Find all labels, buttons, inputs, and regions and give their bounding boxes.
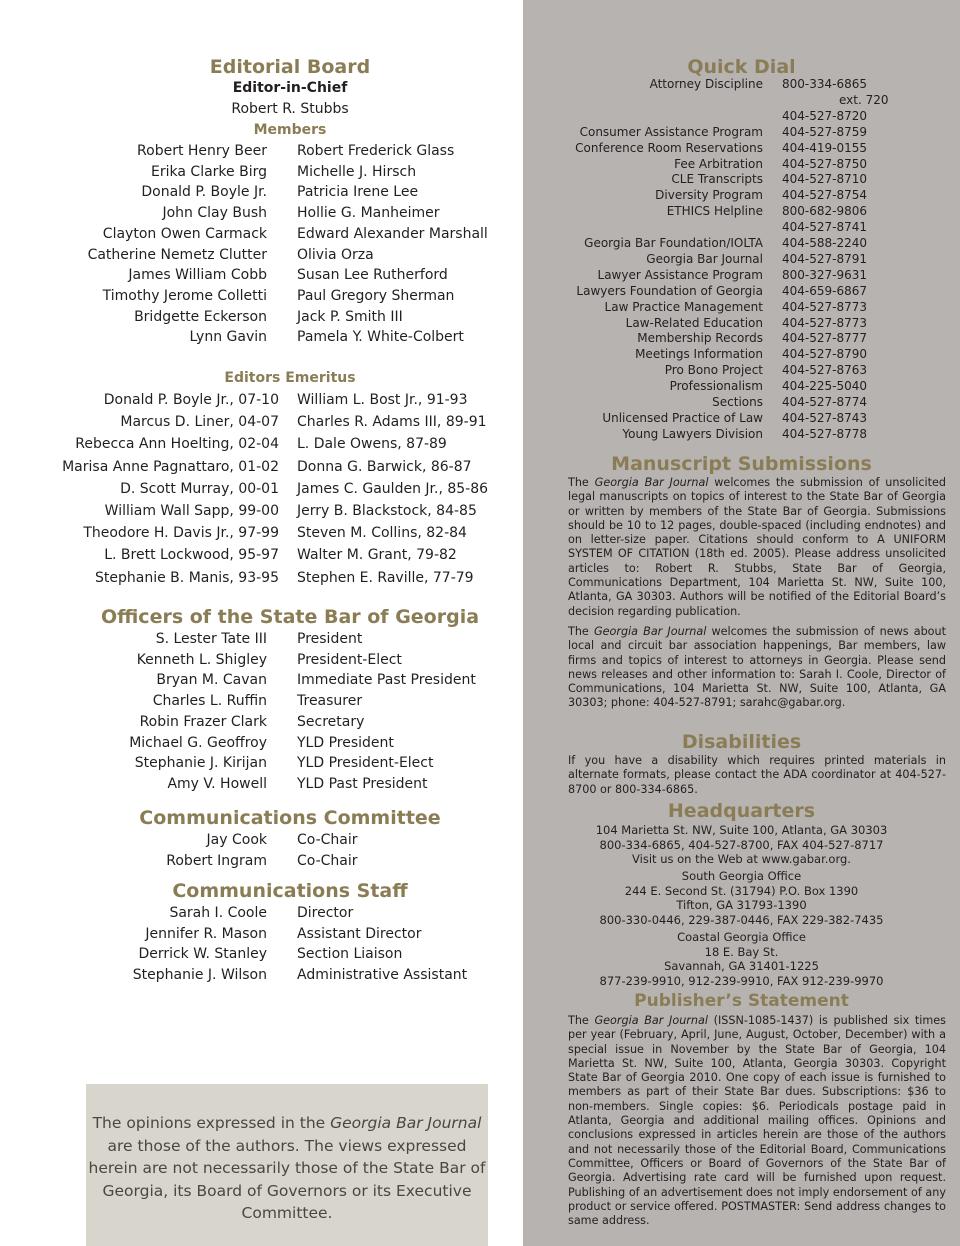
address-line: Coastal Georgia Office <box>677 930 806 944</box>
editor-emeritus: Steven M. Collins, 82-84 <box>297 525 467 542</box>
quick-dial-row <box>523 77 960 93</box>
quick-dial-phone: 404-527-8777 <box>782 331 868 346</box>
member-name: Bridgette Eckerson <box>134 308 267 325</box>
member-name: Paul Gregory Sherman <box>297 287 455 304</box>
comm-committee-heading: Communications Committee <box>139 807 441 829</box>
editor-emeritus: Stephanie B. Manis, 93-95 <box>95 569 279 586</box>
quick-dial-name: Georgia Bar Journal <box>646 251 763 266</box>
member-name: Erika Clarke Birg <box>151 163 267 180</box>
disabilities-text: If you have a disability which requires printed materials in alternate formats, please contact the ADA coordinator at 404-527-8700 or 800-334-6865. <box>568 754 946 796</box>
quick-dial-row <box>523 157 960 173</box>
officer-title: Treasurer <box>297 693 363 710</box>
quick-dial-name: CLE Transcripts <box>671 172 763 187</box>
editor-emeritus: Donna G. Barwick, 86-87 <box>297 458 472 475</box>
quick-dial-name: Pro Bono Project <box>664 363 763 378</box>
quick-dial-row <box>523 427 960 443</box>
manuscript-heading: Manuscript Submissions <box>611 453 872 475</box>
member-name: Timothy Jerome Colletti <box>102 287 267 304</box>
officer-title: Immediate Past President <box>297 672 476 689</box>
coastal-georgia-office <box>523 930 960 988</box>
member-name: Michelle J. Hirsch <box>297 163 417 180</box>
address-line: 800-330-0446, 229-387-0446, FAX 229-382-7435 <box>599 912 884 927</box>
eic-name: Robert R. Stubbs <box>231 101 349 117</box>
editor-emeritus: William Wall Sapp, 99-00 <box>104 503 279 519</box>
disclaimer-text: The opinions expressed in the Georgia Bar Journal are those of the authors. The views expressed herein are not necessarily those of the State Bar of Georgia, its Board of Governors or its Executive Committee. <box>88 1114 486 1222</box>
member-name: Olivia Orza <box>297 246 374 263</box>
member-name: Jack P. Smith III <box>297 308 403 325</box>
officer-name: Robin Frazer Clark <box>139 713 267 730</box>
editor-emeritus: Stephen E. Raville, 77-79 <box>297 569 474 586</box>
address-line: 244 E. Second St. (31794) P.O. Box 1390 <box>624 883 859 898</box>
quick-dial-phone: ext. 720 <box>839 92 889 107</box>
quick-dial-row <box>523 316 960 332</box>
quick-dial-phone: 404-225-5040 <box>782 379 868 394</box>
officer-name: Kenneth L. Shigley <box>136 651 267 668</box>
headquarters-heading: Headquarters <box>667 800 816 822</box>
officers-heading: Officers of the State Bar of Georgia <box>100 606 480 628</box>
staff-title: Director <box>297 905 354 921</box>
publisher-statement: The Georgia Bar Journal (ISSN-1085-1437) is published six times per year (February, April, June, August, October, December) with a special issue in November by the State Bar of Georgia, 104 Marietta St. NW, Suite 100, Atlanta, Georgia 30303. Copyright State Bar of Georgia 2010. One copy of each issue is furnished to members as part of their State Bar dues. Subscriptions: $36 to non-members. Single copies: $6. Periodicals postage paid in Atlanta, Georgia and additional mailing offices. Opinions and conclusions expressed in articles herein are those of the authors and not necessarily those of the Editorial Board, Communications Committee, Officers or Board of Governors of the State Bar of Georgia. Advertising rate card will be furnished upon request. Publishing of an advertisement does not imply endorsement of any product or service offered. POSTMASTER: Send address changes to same address. <box>568 1014 946 1228</box>
eic-label: Editor-in-Chief <box>232 80 348 96</box>
quick-dial-phone: 404-527-8773 <box>782 299 868 314</box>
staff-title: Administrative Assistant <box>297 967 468 984</box>
officer-title: YLD President-Elect <box>297 755 434 772</box>
quick-dial-phone: 404-527-8763 <box>782 363 868 378</box>
member-name: Edward Alexander Marshall <box>297 225 488 242</box>
editor-emeritus: James C. Gaulden Jr., 85-86 <box>297 480 489 497</box>
address-line: South Georgia Office <box>681 869 802 883</box>
editor-emeritus: Charles R. Adams III, 89-91 <box>297 414 487 431</box>
quick-dial-phone: 404-527-8741 <box>782 220 868 235</box>
quick-dial-name: Georgia Bar Foundation/IOLTA <box>584 236 763 250</box>
quick-dial-phone: 800-327-9631 <box>782 267 868 282</box>
quick-dial-phone: 404-527-8720 <box>782 108 868 123</box>
officer-title: YLD President <box>297 734 394 751</box>
quick-dial-phone: 404-588-2240 <box>782 236 868 250</box>
staff-name: Jennifer R. Mason <box>145 925 267 942</box>
quick-dial-name: Law-Related Education <box>625 315 763 330</box>
member-name: Patricia Irene Lee <box>297 184 419 201</box>
headquarters-address <box>523 823 960 867</box>
quick-dial-heading: Quick Dial <box>687 56 796 78</box>
quick-dial-name: Consumer Assistance Program <box>579 124 763 139</box>
publisher-heading: Publisher’s Statement <box>634 991 849 1011</box>
committee-member-name: Robert Ingram <box>166 852 267 869</box>
editorial-board-heading: Editorial Board <box>209 56 371 78</box>
quick-dial-row <box>523 93 960 109</box>
editor-emeritus: Jerry B. Blackstock, 84-85 <box>297 503 477 519</box>
quick-dial-phone: 404-527-8759 <box>782 124 868 139</box>
officer-name: Amy V. Howell <box>167 775 267 792</box>
staff-title: Assistant Director <box>297 925 422 942</box>
quick-dial-row <box>523 172 960 188</box>
address-line: Tifton, GA 31793-1390 <box>676 898 807 912</box>
officer-name: S. Lester Tate III <box>155 631 267 647</box>
member-name: Robert Frederick Glass <box>297 143 455 159</box>
member-name: Lynn Gavin <box>189 329 267 346</box>
quick-dial-name: Meetings Information <box>635 347 763 362</box>
quick-dial-name: Fee Arbitration <box>674 156 763 171</box>
address-line: 104 Marietta St. NW, Suite 100, Atlanta, GA 30303 <box>595 823 888 837</box>
staff-name: Derrick W. Stanley <box>138 946 267 963</box>
quick-dial-name: Attorney Discipline <box>649 77 763 91</box>
quick-dial-phone: 404-659-6867 <box>782 283 868 298</box>
disabilities-heading: Disabilities <box>681 731 802 753</box>
quick-dial-row <box>523 395 960 411</box>
quick-dial-name: Lawyers Foundation of Georgia <box>576 283 763 298</box>
staff-title: Section Liaison <box>297 946 403 963</box>
address-line: 800-334-6865, 404-527-8700, FAX 404-527-8717 <box>599 837 884 852</box>
member-name: John Clay Bush <box>162 205 267 222</box>
quick-dial-name: Professionalism <box>669 379 763 394</box>
members-label: Members <box>253 122 327 138</box>
quick-dial-row <box>523 331 960 347</box>
quick-dial-row <box>523 252 960 268</box>
quick-dial-row <box>523 284 960 300</box>
quick-dial-row <box>523 268 960 284</box>
editor-emeritus: D. Scott Murray, 00-01 <box>120 480 279 497</box>
quick-dial-row <box>523 188 960 204</box>
member-name: Susan Lee Rutherford <box>297 267 448 284</box>
member-name: Hollie G. Manheimer <box>297 205 440 222</box>
editor-emeritus: Rebecca Ann Hoelting, 02-04 <box>75 436 279 453</box>
editor-emeritus: Marcus D. Liner, 04-07 <box>120 414 279 431</box>
editor-emeritus: William L. Bost Jr., 91-93 <box>297 392 468 408</box>
officer-name: Bryan M. Cavan <box>156 672 267 689</box>
officer-title: President <box>297 631 363 647</box>
editor-emeritus: L. Dale Owens, 87-89 <box>297 436 447 453</box>
quick-dial-phone: 800-334-6865 <box>782 77 868 91</box>
south-georgia-office <box>523 869 960 927</box>
quick-dial-phone: 404-527-8791 <box>782 251 868 266</box>
editor-emeritus: L. Brett Lockwood, 95-97 <box>104 547 279 564</box>
manuscript-paragraph-2: The Georgia Bar Journal welcomes the submission of news about local and circuit bar association happenings, Bar members, law firms and topics of interest to attorneys in Georgia. Please send news releases and other information to: Sarah I. Coole, Director of Communications, 104 Marietta St. NW, Suite 100, Atlanta, GA 30303; phone: 404-527-8791; sarahc@gabar.org. <box>568 625 946 710</box>
committee-member-name: Jay Cook <box>206 832 267 848</box>
quick-dial-phone: 800-682-9806 <box>782 204 868 219</box>
officer-title: President-Elect <box>297 651 402 668</box>
staff-name: Sarah I. Coole <box>169 905 267 921</box>
quick-dial-name: Unlicensed Practice of Law <box>602 410 763 425</box>
quick-dial-name: Young Lawyers Division <box>622 426 763 441</box>
member-name: Robert Henry Beer <box>137 143 267 159</box>
comm-staff-heading: Communications Staff <box>172 880 408 902</box>
quick-dial-name: Diversity Program <box>655 188 763 203</box>
quick-dial-row <box>523 236 960 252</box>
disclaimer-box <box>86 1084 488 1246</box>
quick-dial-phone: 404-527-8790 <box>782 347 868 362</box>
address-line: Savannah, GA 31401-1225 <box>664 959 819 973</box>
member-name: Pamela Y. White-Colbert <box>297 329 464 346</box>
quick-dial-phone: 404-419-0155 <box>782 140 868 155</box>
quick-dial-name: ETHICS Helpline <box>666 204 763 219</box>
quick-dial-row <box>523 347 960 363</box>
member-name: Donald P. Boyle Jr. <box>141 184 267 201</box>
officer-name: Stephanie J. Kirijan <box>134 755 267 772</box>
quick-dial-name: Sections <box>712 395 763 409</box>
officer-title: YLD Past President <box>297 775 428 792</box>
quick-dial-phone: 404-527-8750 <box>782 156 868 171</box>
quick-dial-name: Conference Room Reservations <box>575 140 763 155</box>
quick-dial-row <box>523 411 960 427</box>
officer-title: Secretary <box>297 713 365 730</box>
quick-dial-row <box>523 300 960 316</box>
address-line: 877-239-9910, 912-239-9910, FAX 912-239-9970 <box>599 973 884 988</box>
quick-dial-row <box>523 141 960 157</box>
staff-name: Stephanie J. Wilson <box>132 967 267 984</box>
editor-emeritus: Marisa Anne Pagnattaro, 01-02 <box>62 458 279 475</box>
officer-name: Michael G. Geoffroy <box>129 734 267 751</box>
quick-dial-phone: 404-527-8743 <box>782 410 868 425</box>
emeritus-label: Editors Emeritus <box>224 370 356 386</box>
quick-dial-phone: 404-527-8773 <box>782 315 868 330</box>
quick-dial-name: Membership Records <box>637 331 763 346</box>
committee-member-title: Co-Chair <box>297 852 358 869</box>
quick-dial-row <box>523 363 960 379</box>
quick-dial-row <box>523 125 960 141</box>
quick-dial-phone: 404-527-8774 <box>782 395 868 409</box>
quick-dial-row <box>523 109 960 125</box>
member-name: Catherine Nemetz Clutter <box>87 246 267 263</box>
quick-dial-row <box>523 204 960 220</box>
quick-dial-name: Law Practice Management <box>604 299 763 314</box>
committee-member-title: Co-Chair <box>297 832 358 848</box>
member-name: James William Cobb <box>128 267 267 284</box>
editor-emeritus: Donald P. Boyle Jr., 07-10 <box>103 392 279 408</box>
address-line: 18 E. Bay St. <box>704 944 779 959</box>
editor-emeritus: Walter M. Grant, 79-82 <box>297 547 457 564</box>
quick-dial-phone: 404-527-8754 <box>782 188 868 203</box>
quick-dial-phone: 404-527-8710 <box>782 172 868 187</box>
address-line: Visit us on the Web at www.gabar.org. <box>632 852 851 866</box>
manuscript-paragraph-1: The Georgia Bar Journal welcomes the submission of unsolicited legal manuscripts on topics of interest to the State Bar of Georgia or written by members of the State Bar of Georgia. Submissions should be 10 to 12 pages, double-spaced (including endnotes) and on letter-size paper. Citations should conform to A UNIFORM SYSTEM OF CITATION (18th ed. 2005). Please address unsolicited articles to: Robert R. Stubbs, State Bar of Georgia, Communications Department, 104 Marietta St. NW, Suite 100, Atlanta, GA 30303. Authors will be notified of the Editorial Board’s decision regarding publication. <box>568 476 946 618</box>
quick-dial-row <box>523 220 960 236</box>
right-column <box>523 0 960 1246</box>
quick-dial-phone: 404-527-8778 <box>782 426 868 441</box>
quick-dial-row <box>523 379 960 395</box>
quick-dial-name: Lawyer Assistance Program <box>597 267 763 282</box>
editor-emeritus: Theodore H. Davis Jr., 97-99 <box>83 525 279 542</box>
officer-name: Charles L. Ruffin <box>152 693 267 710</box>
member-name: Clayton Owen Carmack <box>102 225 267 242</box>
